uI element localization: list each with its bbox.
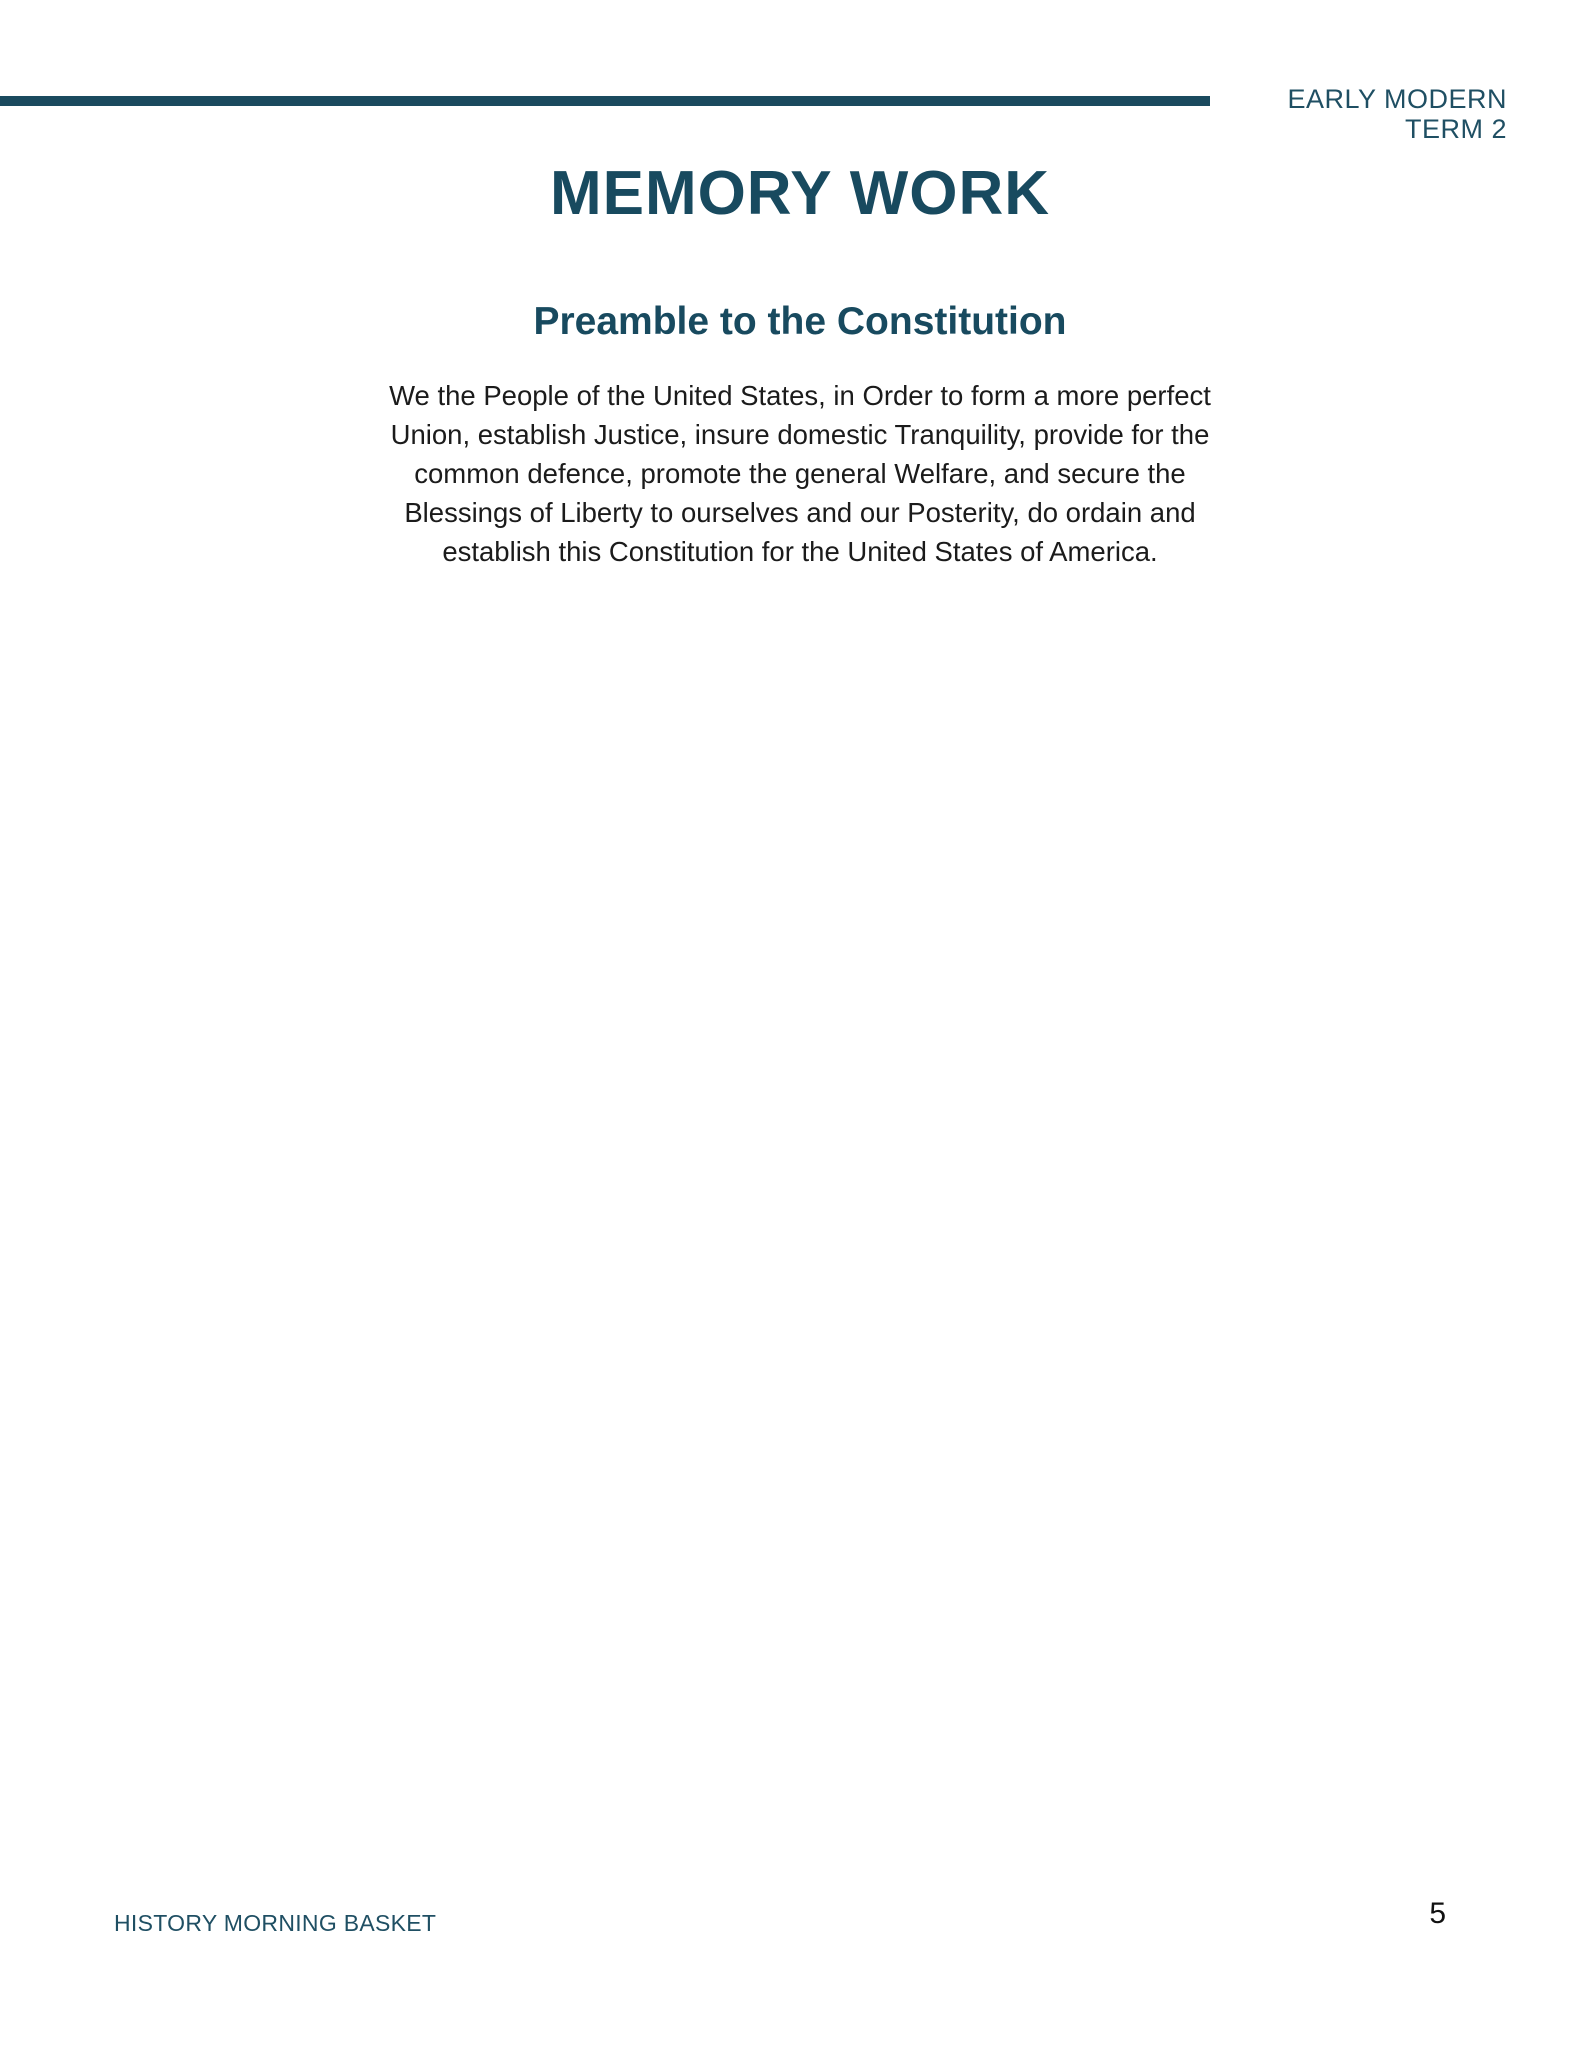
term-label: TERM 2	[1404, 114, 1507, 144]
section-title: Preamble to the Constitution	[533, 300, 1067, 343]
page-number: 5	[1429, 1897, 1446, 1930]
header-course-info	[1287, 84, 1507, 144]
footer-series-title: HISTORY MORNING BASKET	[114, 1910, 437, 1936]
course-name: EARLY MODERN	[1287, 84, 1507, 114]
page-title: MEMORY WORK	[549, 159, 1051, 228]
preamble-text: We the People of the United States, in Order to form a more perfect Union, establish Justice, insure domestic Tranquility, provide for the common defence, promote the general Welfare, and secure the Blessings of Liberty to ourselves and our Posterity, do ordain and establish this Constitution for the United States of America.	[389, 380, 1211, 567]
header-rule	[0, 96, 1210, 106]
